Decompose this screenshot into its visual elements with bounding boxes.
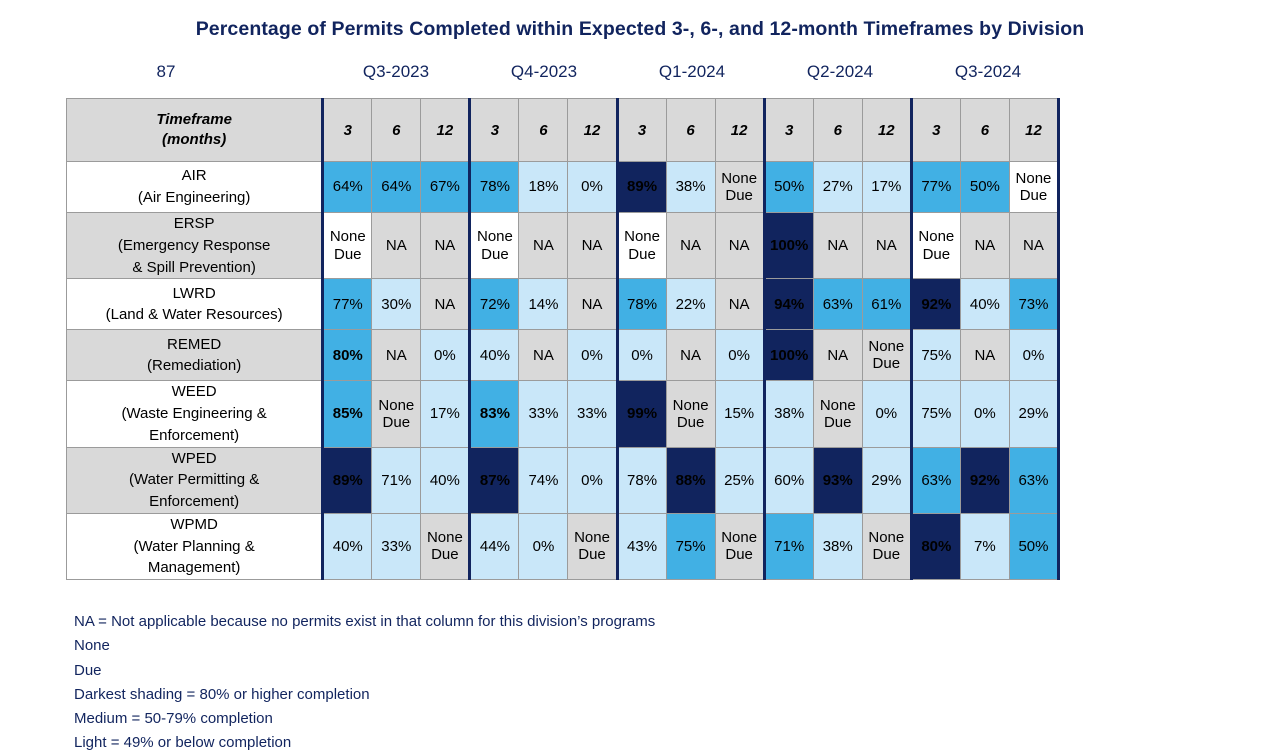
cell-ersp-c12 <box>911 213 960 279</box>
cell-air-c10 <box>813 162 862 213</box>
cell-remed-c8 <box>715 330 764 381</box>
quarter-label-q4-2023: Q4-2023 <box>510 62 578 81</box>
cell-lwrd-c0 <box>323 279 372 330</box>
column-header-q3-2023-3mo: 3 <box>323 99 372 162</box>
corner-number: 87 <box>156 62 176 81</box>
cell-wpmd-c4 <box>519 513 568 579</box>
cell-wped-c6 <box>617 447 666 513</box>
cell-value: 78% <box>627 295 658 313</box>
cell-wpmd-c3 <box>470 513 519 579</box>
row-label-ersp <box>67 213 323 279</box>
row-label-wped <box>67 447 323 513</box>
cell-ersp-c8 <box>715 213 764 279</box>
column-header-q3-2023-12mo: 12 <box>421 99 470 162</box>
permits-completion-table <box>66 98 1060 580</box>
cell-value: 60% <box>774 471 805 489</box>
column-header-q3-2023-6mo: 6 <box>372 99 421 162</box>
cell-wped-c8 <box>715 447 764 513</box>
row-label-line1: WEED <box>171 383 217 401</box>
cell-value: 64% <box>381 178 412 196</box>
cell-air-c8 <box>715 162 764 213</box>
cell-weed-c8 <box>715 381 764 447</box>
cell-wpmd-c6 <box>617 513 666 579</box>
cell-weed-c10 <box>813 381 862 447</box>
cell-value: 50% <box>774 178 805 196</box>
cell-value: 63% <box>1018 471 1049 489</box>
cell-weed-c14 <box>1009 381 1058 447</box>
cell-lwrd-c1 <box>372 279 421 330</box>
cell-value: 72% <box>479 295 510 313</box>
cell-wped-c2 <box>421 447 470 513</box>
cell-weed-c11 <box>862 381 911 447</box>
cell-value: 83% <box>479 405 510 423</box>
table-body <box>67 162 1059 580</box>
cell-value: NA <box>680 237 702 254</box>
cell-value: 74% <box>528 471 559 489</box>
timeframe-header <box>67 99 323 162</box>
cell-air-c0 <box>323 162 372 213</box>
row-label-weed <box>67 381 323 447</box>
cell-value: 0% <box>1022 346 1045 364</box>
row-label-line2: (Water Planning & <box>133 537 255 555</box>
legend-item-medium: Medium = 50-79% completion <box>74 710 273 728</box>
cell-weed-c6 <box>617 381 666 447</box>
cell-weed-c5 <box>568 381 617 447</box>
cell-value: 17% <box>871 178 902 196</box>
cell-remed-c10 <box>813 330 862 381</box>
cell-wped-c0 <box>323 447 372 513</box>
cell-wpmd-c9 <box>764 513 813 579</box>
cell-value: None Due <box>329 228 366 263</box>
table-row <box>67 279 1059 330</box>
quarter-label-q2-2024: Q2-2024 <box>806 62 874 81</box>
column-header-q3-2024-6mo: 6 <box>960 99 1009 162</box>
row-label-line2: (Water Permitting & <box>128 471 260 489</box>
row-label-line2: (Air Engineering) <box>137 189 251 206</box>
cell-value: None Due <box>868 529 905 564</box>
cell-wped-c10 <box>813 447 862 513</box>
column-header-q1-2024-12mo: 12 <box>715 99 764 162</box>
cell-value: None Due <box>721 529 758 564</box>
cell-air-c3 <box>470 162 519 213</box>
cell-value: 0% <box>728 346 750 364</box>
cell-wped-c13 <box>960 447 1009 513</box>
cell-value: 40% <box>429 471 460 489</box>
cell-remed-c14 <box>1009 330 1058 381</box>
cell-wpmd-c1 <box>372 513 421 579</box>
cell-value: 92% <box>969 471 1000 489</box>
cell-ersp-c2 <box>421 213 470 279</box>
cell-value: NA <box>974 346 996 364</box>
cell-wpmd-c12 <box>911 513 960 579</box>
cell-value: 29% <box>871 471 902 489</box>
cell-remed-c0 <box>323 330 372 381</box>
cell-value: 63% <box>822 295 853 313</box>
cell-ersp-c5 <box>568 213 617 279</box>
row-label-line2: (Emergency Response <box>117 236 271 254</box>
cell-value: 33% <box>381 537 412 555</box>
cell-remed-c13 <box>960 330 1009 381</box>
cell-value: 78% <box>479 178 510 196</box>
timeframe-header-line2: (months) <box>162 131 227 148</box>
table-row <box>67 162 1059 213</box>
column-header-q3-2024-3mo: 3 <box>911 99 960 162</box>
row-label-line2: (Remediation) <box>147 357 242 375</box>
cell-value: 61% <box>871 295 902 313</box>
cell-value: NA <box>875 237 897 254</box>
cell-wped-c3 <box>470 447 519 513</box>
cell-value: None Due <box>868 338 905 373</box>
quarter-label-q3-2023: Q3-2023 <box>362 62 430 81</box>
legend-item-darkest: Darkest shading = 80% or higher completion <box>74 685 370 703</box>
cell-remed-c5 <box>568 330 617 381</box>
cell-air-c12 <box>911 162 960 213</box>
cell-value: 71% <box>381 471 412 489</box>
table-row <box>67 330 1059 381</box>
cell-value: None Due <box>1015 169 1052 204</box>
cell-ersp-c0 <box>323 213 372 279</box>
cell-value: 89% <box>332 471 363 489</box>
cell-value: 88% <box>675 471 706 489</box>
cell-wpmd-c8 <box>715 513 764 579</box>
column-header-q4-2023-3mo: 3 <box>470 99 519 162</box>
cell-value: 50% <box>969 178 1000 196</box>
cell-value: 80% <box>332 346 363 364</box>
cell-lwrd-c9 <box>764 279 813 330</box>
cell-value: NA <box>533 237 554 254</box>
cell-lwrd-c10 <box>813 279 862 330</box>
cell-lwrd-c3 <box>470 279 519 330</box>
cell-value: 0% <box>581 346 603 364</box>
cell-remed-c11 <box>862 330 911 381</box>
cell-wped-c7 <box>666 447 715 513</box>
cell-value: None Due <box>574 529 610 564</box>
cell-wped-c11 <box>862 447 911 513</box>
cell-wpmd-c14 <box>1009 513 1058 579</box>
row-label-line3: & Spill Prevention) <box>132 258 256 276</box>
cell-value: 100% <box>770 346 809 364</box>
cell-value: 92% <box>921 295 952 313</box>
column-header-q2-2024-6mo: 6 <box>813 99 862 162</box>
quarter-label-q3-2024: Q3-2024 <box>954 62 1022 81</box>
cell-value: None Due <box>476 228 513 263</box>
cell-value: 89% <box>627 178 658 196</box>
cell-remed-c2 <box>421 330 470 381</box>
cell-wpmd-c13 <box>960 513 1009 579</box>
quarter-label-q1-2024: Q1-2024 <box>658 62 726 81</box>
cell-air-c5 <box>568 162 617 213</box>
cell-value: 50% <box>1018 537 1049 555</box>
cell-lwrd-c7 <box>666 279 715 330</box>
column-header-q4-2023-12mo: 12 <box>568 99 617 162</box>
cell-value: 40% <box>332 537 363 555</box>
cell-value: 33% <box>576 405 608 423</box>
legend <box>74 610 1124 756</box>
cell-lwrd-c6 <box>617 279 666 330</box>
cell-value: 77% <box>332 295 363 313</box>
cell-value: 40% <box>969 295 1000 313</box>
row-label-remed <box>67 330 323 381</box>
cell-weed-c9 <box>764 381 813 447</box>
cell-weed-c0 <box>323 381 372 447</box>
cell-lwrd-c8 <box>715 279 764 330</box>
cell-ersp-c3 <box>470 213 519 279</box>
cell-value: 0% <box>974 405 996 423</box>
cell-wped-c5 <box>568 447 617 513</box>
legend-item-na: NA = Not applicable because no permits exist in that column for this division’s programs <box>74 613 656 630</box>
cell-value: 0% <box>875 405 898 423</box>
cell-lwrd-c11 <box>862 279 911 330</box>
cell-wped-c1 <box>372 447 421 513</box>
row-label-line1: WPED <box>171 449 217 467</box>
cell-value: 38% <box>675 178 706 196</box>
table-header-row <box>67 99 1059 162</box>
table-row <box>67 447 1059 513</box>
cell-value: 33% <box>528 405 559 423</box>
cell-value: 77% <box>921 178 952 196</box>
cell-value: 0% <box>581 471 603 489</box>
cell-value: 30% <box>381 295 412 313</box>
row-label-line1: WPMD <box>170 515 218 533</box>
table-row <box>67 381 1059 447</box>
cell-remed-c1 <box>372 330 421 381</box>
cell-value: NA <box>827 346 849 364</box>
cell-lwrd-c12 <box>911 279 960 330</box>
row-label-line1: REMED <box>167 335 222 353</box>
cell-ersp-c1 <box>372 213 421 279</box>
cell-value: NA <box>385 237 407 254</box>
cell-value: NA <box>385 346 407 364</box>
cell-value: NA <box>581 237 603 254</box>
cell-value: NA <box>827 237 849 254</box>
column-header-q4-2023-6mo: 6 <box>519 99 568 162</box>
row-label-air <box>67 162 323 213</box>
cell-weed-c12 <box>911 381 960 447</box>
cell-remed-c4 <box>519 330 568 381</box>
row-label-line1: ERSP <box>173 215 215 232</box>
cell-wpmd-c7 <box>666 513 715 579</box>
cell-wpmd-c10 <box>813 513 862 579</box>
legend-item-light: Light = 49% or below completion <box>74 734 292 752</box>
cell-value: 27% <box>822 178 853 196</box>
cell-value: 94% <box>774 295 805 313</box>
cell-air-c9 <box>764 162 813 213</box>
table-row <box>67 513 1059 579</box>
cell-value: 40% <box>479 346 510 364</box>
column-header-q2-2024-12mo: 12 <box>862 99 911 162</box>
cell-air-c13 <box>960 162 1009 213</box>
cell-value: None Due <box>918 228 955 263</box>
table-row <box>67 213 1059 279</box>
cell-value: NA <box>728 295 750 313</box>
row-label-line3: Enforcement) <box>149 426 240 444</box>
column-header-q2-2024-3mo: 3 <box>764 99 813 162</box>
cell-value: NA <box>434 237 456 254</box>
cell-weed-c13 <box>960 381 1009 447</box>
column-header-q1-2024-6mo: 6 <box>666 99 715 162</box>
row-label-line1: LWRD <box>172 284 216 302</box>
cell-weed-c7 <box>666 381 715 447</box>
cell-lwrd-c5 <box>568 279 617 330</box>
cell-weed-c1 <box>372 381 421 447</box>
cell-remed-c6 <box>617 330 666 381</box>
cell-value: 64% <box>332 178 363 196</box>
cell-wped-c9 <box>764 447 813 513</box>
cell-ersp-c14 <box>1009 213 1058 279</box>
cell-value: 25% <box>724 471 755 489</box>
cell-wpmd-c5 <box>568 513 617 579</box>
cell-ersp-c6 <box>617 213 666 279</box>
cell-ersp-c13 <box>960 213 1009 279</box>
cell-value: 7% <box>974 537 996 555</box>
cell-value: 29% <box>1018 405 1049 423</box>
cell-value: None Due <box>819 396 856 431</box>
cell-ersp-c9 <box>764 213 813 279</box>
cell-value: 63% <box>921 471 952 489</box>
cell-lwrd-c4 <box>519 279 568 330</box>
cell-weed-c2 <box>421 381 470 447</box>
cell-value: 22% <box>675 295 706 313</box>
cell-value: 100% <box>770 237 809 254</box>
quarter-header-row <box>66 62 1060 92</box>
cell-value: NA <box>533 346 554 364</box>
cell-value: None Due <box>624 228 660 263</box>
cell-value: 15% <box>724 405 755 423</box>
cell-lwrd-c2 <box>421 279 470 330</box>
cell-value: 67% <box>429 178 460 196</box>
cell-value: NA <box>728 237 750 254</box>
cell-lwrd-c13 <box>960 279 1009 330</box>
cell-value: 38% <box>774 405 805 423</box>
column-header-q3-2024-12mo: 12 <box>1009 99 1058 162</box>
cell-value: 75% <box>921 346 952 364</box>
cell-value: 78% <box>627 471 658 489</box>
cell-value: 75% <box>675 537 706 555</box>
cell-air-c14 <box>1009 162 1058 213</box>
cell-lwrd-c14 <box>1009 279 1058 330</box>
row-label-line2: (Land & Water Resources) <box>105 306 283 324</box>
cell-value: NA <box>974 237 996 254</box>
cell-value: NA <box>581 295 603 313</box>
cell-value: 14% <box>528 295 559 313</box>
cell-value: None Due <box>672 396 709 431</box>
cell-wpmd-c0 <box>323 513 372 579</box>
cell-value: None Due <box>721 169 758 204</box>
cell-value: 0% <box>532 537 555 555</box>
cell-value: 93% <box>822 471 853 489</box>
cell-value: 0% <box>581 178 603 196</box>
row-label-lwrd <box>67 279 323 330</box>
row-label-line3: Management) <box>147 559 241 577</box>
cell-value: 71% <box>774 537 805 555</box>
cell-remed-c3 <box>470 330 519 381</box>
cell-value: 99% <box>627 405 658 423</box>
cell-air-c4 <box>519 162 568 213</box>
cell-value: 75% <box>921 405 952 423</box>
cell-wped-c14 <box>1009 447 1058 513</box>
cell-value: None Due <box>378 396 415 431</box>
cell-value: None Due <box>426 529 463 564</box>
cell-value: 38% <box>822 537 853 555</box>
page-title: Percentage of Permits Completed within Expected 3-, 6-, and 12-month Timeframes by Division <box>195 18 1085 40</box>
cell-wpmd-c2 <box>421 513 470 579</box>
column-header-q1-2024-3mo: 3 <box>617 99 666 162</box>
cell-remed-c12 <box>911 330 960 381</box>
timeframe-header-line1: Timeframe <box>156 110 232 128</box>
legend-item-none-due: None Due <box>74 637 110 679</box>
cell-air-c6 <box>617 162 666 213</box>
cell-wped-c12 <box>911 447 960 513</box>
cell-value: 87% <box>479 471 510 489</box>
cell-ersp-c10 <box>813 213 862 279</box>
cell-value: 43% <box>627 537 658 555</box>
cell-value: 18% <box>528 178 559 196</box>
cell-weed-c3 <box>470 381 519 447</box>
cell-ersp-c11 <box>862 213 911 279</box>
cell-value: 80% <box>921 537 952 555</box>
cell-value: NA <box>434 295 456 313</box>
cell-weed-c4 <box>519 381 568 447</box>
cell-air-c2 <box>421 162 470 213</box>
row-label-line1: AIR <box>181 167 207 185</box>
cell-remed-c9 <box>764 330 813 381</box>
cell-value: 0% <box>434 346 456 364</box>
cell-wped-c4 <box>519 447 568 513</box>
cell-ersp-c4 <box>519 213 568 279</box>
cell-value: NA <box>1023 237 1044 254</box>
cell-air-c7 <box>666 162 715 213</box>
cell-value: 44% <box>479 537 510 555</box>
cell-value: 73% <box>1018 295 1049 313</box>
cell-value: 0% <box>631 346 653 364</box>
row-label-wpmd <box>67 513 323 579</box>
row-label-line2: (Waste Engineering & <box>121 405 267 422</box>
cell-wpmd-c11 <box>862 513 911 579</box>
cell-value: NA <box>680 346 702 364</box>
cell-remed-c7 <box>666 330 715 381</box>
cell-value: 85% <box>332 405 363 423</box>
cell-air-c11 <box>862 162 911 213</box>
cell-ersp-c7 <box>666 213 715 279</box>
cell-value: 17% <box>429 405 460 423</box>
cell-air-c1 <box>372 162 421 213</box>
row-label-line3: Enforcement) <box>149 493 240 510</box>
